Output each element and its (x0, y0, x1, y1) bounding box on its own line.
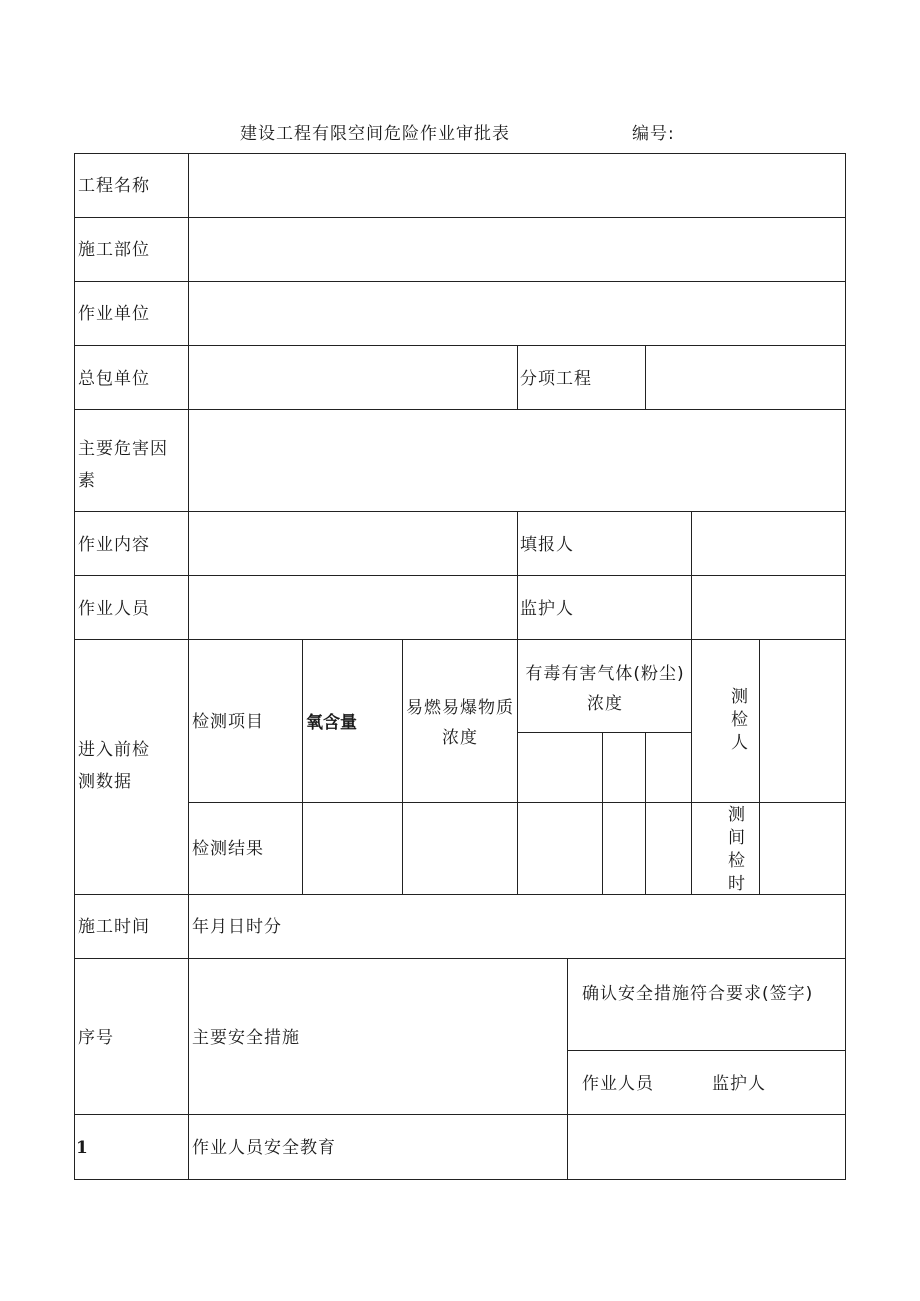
row-line (74, 958, 846, 959)
main-measures-header: 主要安全措施 (192, 1028, 300, 1048)
row-line (567, 1050, 846, 1051)
tester-label: 测检人 (731, 687, 749, 753)
row-line (74, 153, 846, 154)
row-line (74, 511, 846, 512)
work-content-label: 作业内容 (78, 535, 150, 555)
construction-part-label: 施工部位 (78, 240, 150, 260)
confirm-header: 确认安全措施符合要求(签字) (582, 984, 814, 1004)
page-title: 建设工程有限空间危险作业审批表 (240, 124, 510, 144)
construction-time-label: 施工时间 (78, 917, 150, 937)
row-line (74, 345, 846, 346)
detection-item-label: 检测项目 (192, 712, 264, 732)
general-contractor-label: 总包单位 (78, 369, 150, 389)
guardian-sign-header: 监护人 (712, 1074, 766, 1094)
column-line (517, 639, 518, 894)
column-line (645, 732, 646, 894)
sub-project-label: 分项工程 (520, 369, 592, 389)
measure-text: 作业人员安全教育 (192, 1138, 336, 1158)
row-line (74, 1114, 846, 1115)
column-line (845, 153, 846, 1180)
seq-header: 序号 (78, 1028, 114, 1048)
column-line (645, 345, 646, 409)
toxic-gas-label: 有毒有害气体(粉尘)浓度 (525, 664, 685, 714)
work-unit-label: 作业单位 (78, 304, 150, 324)
workers-sign-header: 作业人员 (582, 1074, 654, 1094)
column-line (517, 511, 518, 639)
row-line (74, 639, 846, 640)
column-line (759, 639, 760, 894)
flammable-label: 易燃易爆物质浓度 (406, 698, 514, 748)
main-hazards-label: 主要危害因素 (78, 439, 168, 492)
row-line (74, 409, 846, 410)
detection-time-label: 测间检时 (728, 805, 746, 894)
column-line (302, 639, 303, 894)
serial-number-label: 编号: (632, 124, 675, 144)
row-line (74, 1179, 846, 1180)
measure-seq: 1 (76, 1138, 88, 1158)
detection-section-label: 进入前检测数据 (78, 740, 150, 793)
work-personnel-label: 作业人员 (78, 599, 150, 619)
guardian-label: 监护人 (520, 599, 574, 619)
detection-result-label: 检测结果 (192, 839, 264, 859)
oxygen-label: 氧含量 (306, 713, 357, 733)
filler-label: 填报人 (520, 535, 574, 555)
column-line (402, 639, 403, 894)
column-line (517, 345, 518, 409)
row-line (74, 217, 846, 218)
column-line (188, 153, 189, 1180)
column-line (602, 732, 603, 894)
column-line (567, 958, 568, 1179)
project-name-label: 工程名称 (78, 176, 150, 196)
construction-time-value: 年月日时分 (192, 917, 282, 937)
column-line (691, 511, 692, 894)
row-line (74, 575, 846, 576)
column-line (74, 153, 75, 1180)
row-line (517, 732, 691, 733)
row-line (74, 281, 846, 282)
